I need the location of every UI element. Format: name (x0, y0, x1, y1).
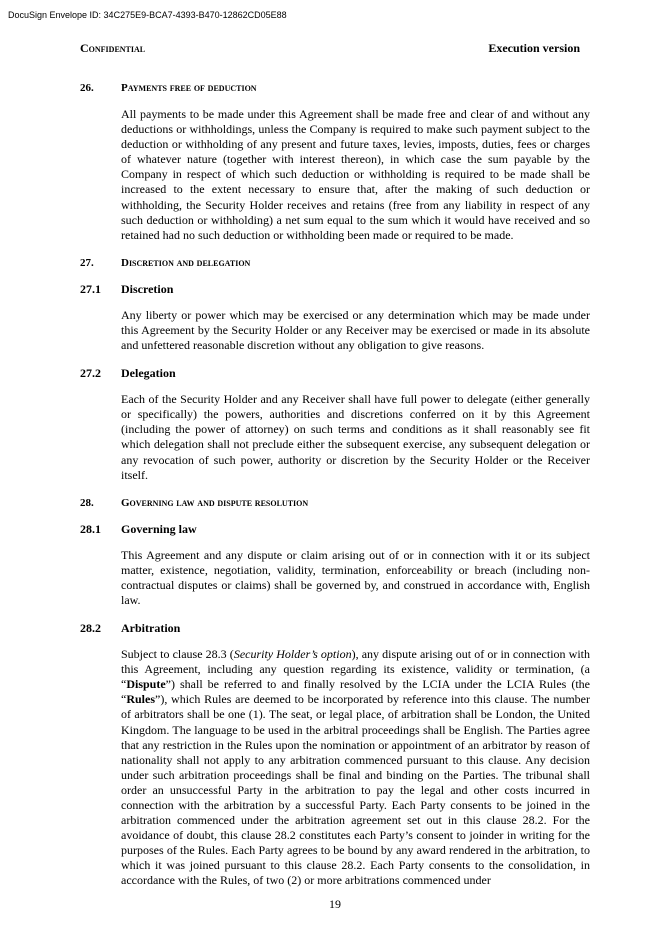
clause-28-2-heading (80, 621, 590, 635)
clause-27-1-heading (80, 282, 590, 296)
clause-28-1-body: This Agreement and any dispute or claim arising out of or in connection with it or its subject matter, existence, negotiation, validity, termination, enforceability or breach (including non-contractual disputes or claims) shall be governed by, and construed in accordance with, English law. (121, 547, 590, 607)
clause-number: 27.1 (80, 281, 101, 296)
section-title: Governing law and dispute resolution (121, 496, 309, 509)
clause-28-2-body (121, 647, 590, 889)
section-number: 26. (80, 82, 94, 94)
clause-title: Governing law (121, 521, 197, 536)
clause-number: 28.2 (80, 621, 101, 636)
clause-title: Delegation (121, 366, 176, 381)
defined-term-dispute: Dispute (126, 677, 166, 692)
body-text: ”), which Rules are deemed to be incorporated by reference into this clause. The number of arbitrators shall be one (1). The seat, or legal place, of arbitration shall be London, the United Kingdom. The language to be used in the arbitral proceedings shall be English. The Parties agree that any restriction in the Rules upon the nomination or appointment of an arbitrator by reason of nationality shall not apply to any arbitration commenced pursuant to this clause. Any decision under such arbitration proceedings shall be final and binding on the Parties. The tribunal shall order an unsuccessful Party in the arbitration to pay the legal and other costs incurred in connection with the arbitration by a successful Party. Each Party consents to be joined in the arbitration commenced under the arbitration agreement set out in this clause 28.2. For the avoidance of doubt, this clause 28.2 constitutes each Party’s consent to joinder in writing for the purposes of the Rules. Each Party agrees to be bound by any award rendered in the arbitration, to which it was joined pursuant to this clause 28.2. Each Party consents to the consolidation, in accordance with the Rules, of two (2) or more arbitrations commenced under (121, 692, 590, 888)
clause-27-2-heading (80, 366, 590, 380)
section-number: 28. (80, 496, 94, 509)
clause-title: Arbitration (121, 621, 181, 636)
body-text: ”) shall be referred to and finally resolved by the LCIA under the LCIA Rules (the “ (121, 677, 590, 707)
page-content (80, 81, 590, 889)
cross-reference-title: Security Holder’s option (233, 647, 352, 662)
body-text: ), any dispute arising out of or in connection with this Agreement, including any question regarding its existence, validity or termination, (a “ (121, 647, 591, 692)
clause-title: Discretion (121, 281, 174, 296)
page-number: 19 (329, 897, 341, 911)
body-text: Subject to clause 28.3 ( (121, 647, 234, 662)
section-26-body: All payments to be made under this Agreement shall be made free and clear of and without any deductions or withholdings, unless the Company is required to make such payment subject to the deduction or withholding of any present and future taxes, levies, imposts, duties, fees or charges of whatever nature (together with interest thereon), in which case the sum payable by the Company in respect of which such deduction or withholding is required to be made shall be increased to the extent necessary to ensure that, after the making of such deduction or withholding, the Security Holder receives and retains (free from any liability in respect of any such deduction or withholding) a net sum equal to the sum which it would have received and so retained had no such deduction or withholding been made or required to be made. (121, 107, 590, 242)
clause-27-2-body: Each of the Security Holder and any Receiver shall have full power to delegate (either generally or specifically) the powers, authorities and discretions conferred on it by this Agreement (including the power of attorney) on such terms and conditions as it shall reasonably see fit which delegation shall not preclude either the subsequent exercise, any subsequent delegation or any revocation of such power, authority or discretion by the Security Holder or the Receiver itself. (121, 392, 590, 482)
clause-number: 28.1 (80, 521, 101, 536)
section-27-heading (80, 256, 590, 270)
envelope-id: DocuSign Envelope ID: 34C275E9-BCA7-4393-B470-12862CD05E88 (8, 10, 287, 20)
clause-27-1-body: Any liberty or power which may be exercised or any determination which may be made under this Agreement by the Security Holder or any Receiver may be exercised or made in its absolute and unfettered reasonable discretion without any obligation to give reasons. (121, 307, 590, 353)
clause-number: 27.2 (80, 366, 101, 381)
version-label: Execution version (488, 41, 580, 55)
section-title: Discretion and delegation (121, 256, 251, 269)
section-28-heading (80, 496, 590, 510)
clause-28-1-heading (80, 522, 590, 536)
defined-term-rules: Rules (126, 692, 155, 707)
section-26-heading (80, 81, 590, 95)
confidential-label: Confidential (80, 41, 146, 55)
section-title: Payments free of deduction (121, 82, 257, 94)
section-number: 27. (80, 256, 94, 269)
